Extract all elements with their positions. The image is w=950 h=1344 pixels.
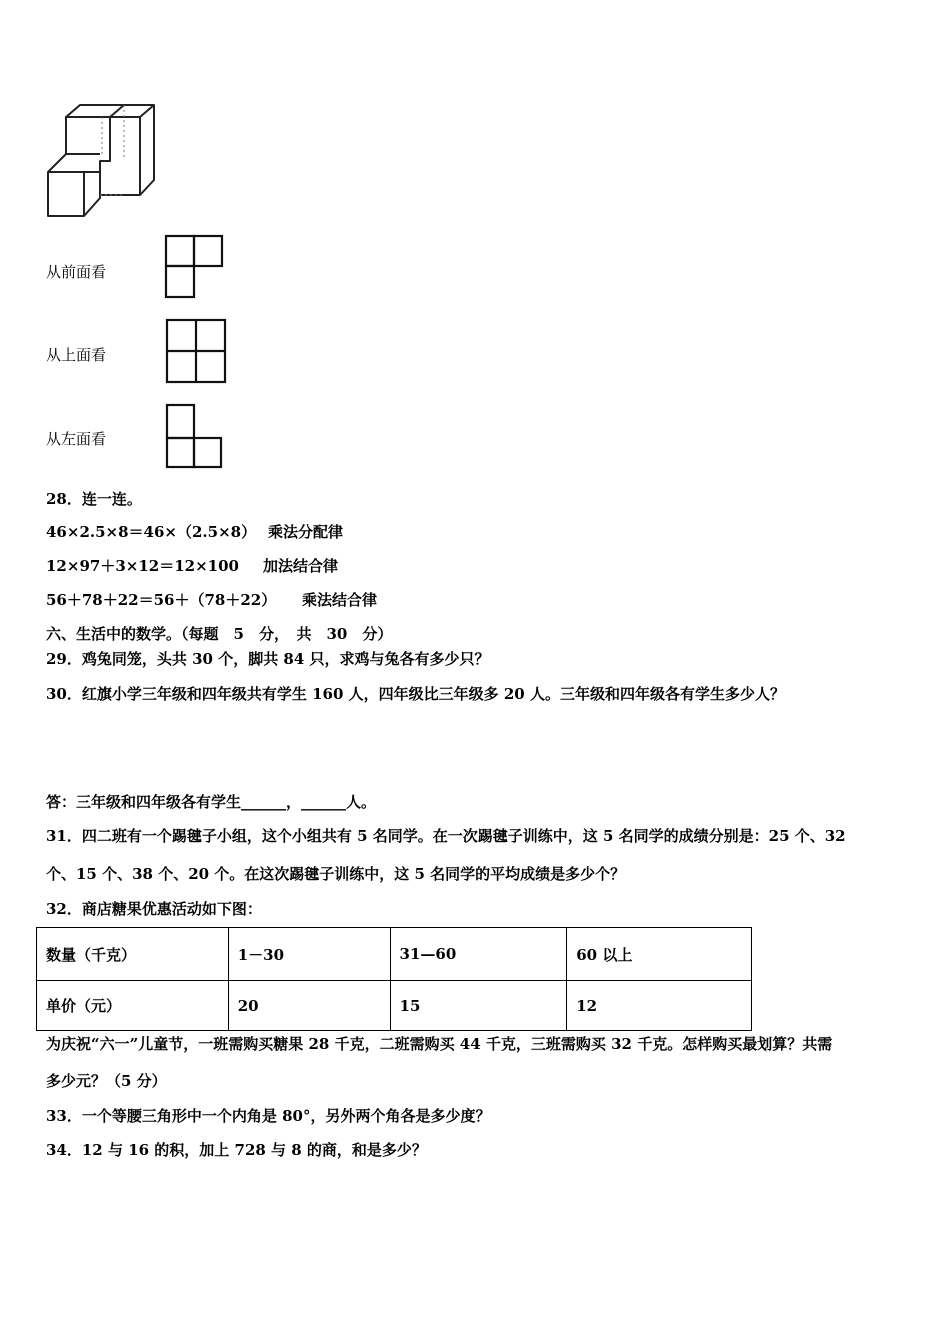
front-view-grid bbox=[164, 234, 226, 300]
left-view-grid bbox=[164, 402, 226, 470]
table-cell: 12 bbox=[567, 981, 752, 1031]
q28-expr-3: 56＋78＋22＝56＋（78＋22） bbox=[46, 591, 277, 609]
section-6-title: 六、生活中的数学。（每题 5 分， 共 30 分） bbox=[46, 625, 393, 643]
q28-expr-2: 12×97＋3×12＝12×100 bbox=[46, 557, 239, 575]
table-cell: 20 bbox=[228, 981, 390, 1031]
table-cell: 数量（千克） bbox=[37, 928, 229, 981]
table-row bbox=[37, 981, 752, 1031]
q29-text: 29．鸡兔同笼，头共 30 个，脚共 84 只，求鸡与兔各有多少只？ bbox=[46, 650, 490, 668]
q33-text: 33．一个等腰三角形中一个内角是 80°，另外两个角各是多少度？ bbox=[46, 1107, 491, 1125]
q30-answer: 答：三年级和四年级各有学生______，______人。 bbox=[46, 793, 377, 811]
q34-text: 34．12 与 16 的积，加上 728 与 8 的商，和是多少？ bbox=[46, 1141, 427, 1159]
q32-title: 32．商店糖果优惠活动如下图： bbox=[46, 900, 262, 918]
q28-law-3: 乘法结合律 bbox=[302, 591, 378, 609]
table-cell: 15 bbox=[390, 981, 567, 1031]
top-view-grid bbox=[164, 317, 230, 385]
table-row bbox=[37, 928, 752, 981]
left-view-label: 从左面看 bbox=[46, 430, 107, 448]
q28-expr-1: 46×2.5×8＝46×（2.5×8） bbox=[46, 523, 257, 541]
table-cell: 1－30 bbox=[228, 928, 390, 981]
table-cell: 31—60 bbox=[390, 928, 567, 981]
cube-solid-figure bbox=[44, 100, 160, 220]
q28-law-2: 加法结合律 bbox=[263, 557, 339, 575]
q28-title: 28．连一连。 bbox=[46, 490, 142, 508]
front-view-label: 从前面看 bbox=[46, 263, 107, 281]
table-cell: 单价（元） bbox=[37, 981, 229, 1031]
table-cell: 60 以上 bbox=[567, 928, 752, 981]
q32-line-2: 多少元？（5 分） bbox=[46, 1072, 167, 1090]
q28-law-1: 乘法分配律 bbox=[268, 523, 344, 541]
q30-text: 30．红旗小学三年级和四年级共有学生 160 人，四年级比三年级多 20 人。三年级和四年级各有学生多少人？ bbox=[46, 685, 785, 703]
q32-line-1: 为庆祝“六一”儿童节，一班需购买糖果 28 千克，二班需购买 44 千克，三班需购买 32 千克。怎样购买最划算？共需 bbox=[46, 1035, 833, 1053]
price-table bbox=[36, 927, 752, 1031]
top-view-label: 从上面看 bbox=[46, 346, 107, 364]
q31-line-2: 个、15 个、38 个、20 个。在这次踢毽子训练中，这 5 名同学的平均成绩是多少个？ bbox=[46, 865, 626, 883]
q31-line-1: 31．四二班有一个踢毽子小组，这个小组共有 5 名同学。在一次踢毽子训练中，这 5 名同学的成绩分别是：25 个、32 bbox=[46, 827, 846, 845]
